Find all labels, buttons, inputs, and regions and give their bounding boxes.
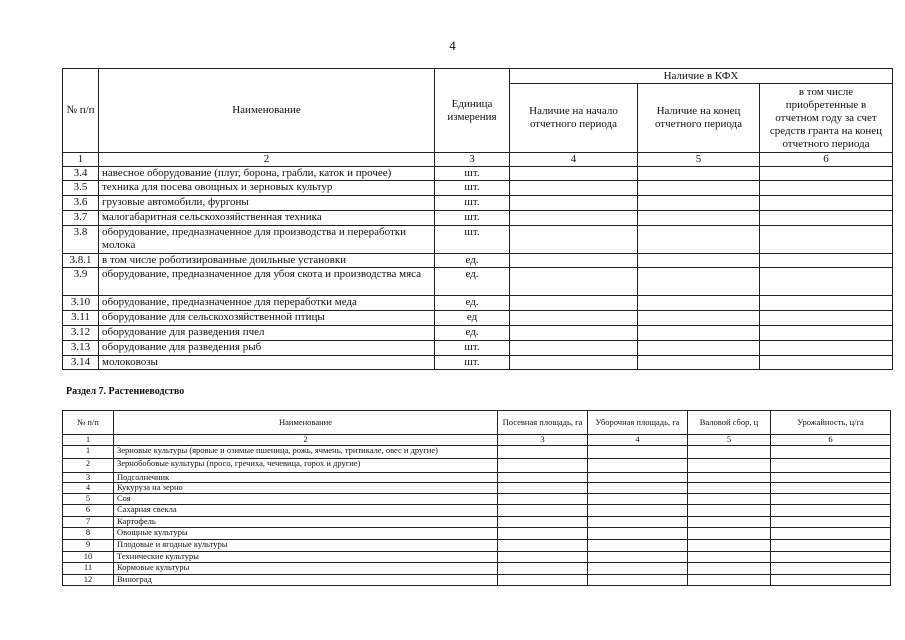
value-cell-grant (760, 167, 893, 181)
value-cell-grant (760, 356, 893, 370)
table-row (63, 167, 893, 181)
value-cell-end (638, 196, 760, 211)
value-cell-start (510, 196, 638, 211)
table-row (63, 445, 891, 458)
table-row (63, 563, 891, 575)
row-number: 3.12 (63, 326, 99, 341)
value-cell-grant (760, 311, 893, 326)
row-number: 3.11 (63, 311, 99, 326)
col-number: 5 (688, 435, 771, 446)
table-row (63, 311, 893, 326)
header-gross: Валовой сбор, ц (688, 411, 771, 435)
value-cell-gross (688, 540, 771, 552)
value-cell-harvest (588, 505, 688, 517)
table-row (63, 268, 893, 296)
value-cell-harvest (588, 540, 688, 552)
value-cell-end (638, 326, 760, 341)
row-unit: ед. (435, 296, 510, 311)
value-cell-grant (760, 326, 893, 341)
col-number: 4 (510, 153, 638, 167)
row-name: Кормовые культуры (114, 563, 498, 575)
row-name: Технические культуры (114, 552, 498, 563)
value-cell-harvest (588, 472, 688, 483)
header-start: Наличие на начало отчетного периода (510, 84, 638, 153)
value-cell-grant (760, 211, 893, 226)
table-row (63, 356, 893, 370)
row-name: Сахарная свекла (114, 505, 498, 517)
row-number: 9 (63, 540, 114, 552)
row-name: техника для посева овощных и зерновых культур (99, 181, 435, 196)
row-unit: шт. (435, 167, 510, 181)
value-cell-gross (688, 517, 771, 528)
value-cell-grant (760, 341, 893, 356)
value-cell-harvest (588, 575, 688, 586)
value-cell-gross (688, 458, 771, 472)
value-cell-grant (760, 268, 893, 296)
value-cell-start (510, 167, 638, 181)
table-row (63, 540, 891, 552)
row-name: Плодовые и ягодные культуры (114, 540, 498, 552)
value-cell-end (638, 268, 760, 296)
row-unit: ед. (435, 268, 510, 296)
value-cell-yield (771, 445, 891, 458)
row-number: 6 (63, 505, 114, 517)
col-number: 1 (63, 435, 114, 446)
row-unit: шт. (435, 356, 510, 370)
row-number: 5 (63, 494, 114, 505)
value-cell-yield (771, 494, 891, 505)
col-number: 1 (63, 153, 99, 167)
table-row (63, 494, 891, 505)
value-cell-end (638, 211, 760, 226)
row-name: оборудование для сельскохозяйственной птицы (99, 311, 435, 326)
value-cell-gross (688, 563, 771, 575)
header-group: Наличие в КФХ (510, 69, 893, 84)
value-cell-yield (771, 563, 891, 575)
row-number: 10 (63, 552, 114, 563)
value-cell-grant (760, 296, 893, 311)
row-name: Зернобобовые культуры (просо, гречиха, чечевица, горох и другие) (114, 458, 498, 472)
value-cell-start (510, 296, 638, 311)
value-cell-end (638, 341, 760, 356)
row-number: 3.7 (63, 211, 99, 226)
col-number: 3 (435, 153, 510, 167)
value-cell-start (510, 254, 638, 268)
value-cell-yield (771, 483, 891, 494)
header-end: Наличие на конец отчетного периода (638, 84, 760, 153)
table-row (63, 326, 893, 341)
table-row (63, 517, 891, 528)
value-cell-yield (771, 575, 891, 586)
row-number: 3.5 (63, 181, 99, 196)
value-cell-end (638, 181, 760, 196)
row-unit: шт. (435, 226, 510, 254)
table-row (63, 341, 893, 356)
value-cell-sown (498, 575, 588, 586)
value-cell-start (510, 268, 638, 296)
row-number: 12 (63, 575, 114, 586)
col-number: 4 (588, 435, 688, 446)
value-cell-start (510, 211, 638, 226)
row-number: 3.8.1 (63, 254, 99, 268)
table-row (63, 254, 893, 268)
value-cell-start (510, 226, 638, 254)
col-number: 5 (638, 153, 760, 167)
value-cell-yield (771, 458, 891, 472)
row-number: 1 (63, 445, 114, 458)
header-name: Наименование (99, 69, 435, 153)
value-cell-start (510, 356, 638, 370)
table-row (63, 528, 891, 540)
value-cell-sown (498, 472, 588, 483)
row-unit: ед. (435, 326, 510, 341)
row-unit: шт. (435, 211, 510, 226)
row-name: в том числе роботизированные доильные установки (99, 254, 435, 268)
row-number: 3.10 (63, 296, 99, 311)
value-cell-yield (771, 505, 891, 517)
value-cell-end (638, 356, 760, 370)
row-number: 3.9 (63, 268, 99, 296)
row-number: 3.6 (63, 196, 99, 211)
value-cell-yield (771, 517, 891, 528)
table-row (63, 181, 893, 196)
row-name: оборудование для разведения рыб (99, 341, 435, 356)
value-cell-yield (771, 528, 891, 540)
value-cell-yield (771, 472, 891, 483)
value-cell-grant (760, 226, 893, 254)
value-cell-harvest (588, 528, 688, 540)
header-name: Наименование (114, 411, 498, 435)
row-number: 2 (63, 458, 114, 472)
row-name: оборудование, предназначенное для производства и переработки молока (99, 226, 435, 254)
row-name: Виноград (114, 575, 498, 586)
value-cell-sown (498, 563, 588, 575)
row-number: 3 (63, 472, 114, 483)
row-unit: ед (435, 311, 510, 326)
row-number: 3.8 (63, 226, 99, 254)
row-name: Овощные культуры (114, 528, 498, 540)
row-name: оборудование, предназначенное для убоя скота и производства мяса (99, 268, 435, 296)
value-cell-harvest (588, 563, 688, 575)
value-cell-sown (498, 494, 588, 505)
value-cell-end (638, 254, 760, 268)
value-cell-harvest (588, 445, 688, 458)
table-row (63, 226, 893, 254)
value-cell-harvest (588, 517, 688, 528)
value-cell-gross (688, 472, 771, 483)
value-cell-start (510, 341, 638, 356)
value-cell-grant (760, 181, 893, 196)
table-row (63, 211, 893, 226)
value-cell-gross (688, 552, 771, 563)
row-name: оборудование для разведения пчел (99, 326, 435, 341)
value-cell-yield (771, 540, 891, 552)
equipment-table (62, 68, 893, 370)
header-grant: в том числе приобретенные в отчетном году за счет средств гранта на конец отчетного периода (760, 84, 893, 153)
value-cell-harvest (588, 458, 688, 472)
row-name: Соя (114, 494, 498, 505)
row-number: 7 (63, 517, 114, 528)
header-num: № п/п (63, 69, 99, 153)
row-number: 4 (63, 483, 114, 494)
value-cell-end (638, 296, 760, 311)
section-title: Раздел 7. Растениеводство (66, 386, 185, 397)
table-row (63, 575, 891, 586)
value-cell-gross (688, 483, 771, 494)
row-number: 11 (63, 563, 114, 575)
table-row (63, 483, 891, 494)
row-name: навесное оборудование (плуг, борона, грабли, каток и прочее) (99, 167, 435, 181)
row-number: 3.4 (63, 167, 99, 181)
col-number: 3 (498, 435, 588, 446)
header-unit: Единица измерения (435, 69, 510, 153)
table-row (63, 196, 893, 211)
value-cell-sown (498, 540, 588, 552)
row-unit: шт. (435, 196, 510, 211)
row-unit: ед. (435, 254, 510, 268)
value-cell-grant (760, 196, 893, 211)
value-cell-sown (498, 445, 588, 458)
row-name: молоковозы (99, 356, 435, 370)
row-name: грузовые автомобили, фургоны (99, 196, 435, 211)
value-cell-sown (498, 517, 588, 528)
column-numbers-row (63, 153, 893, 167)
table-row (63, 458, 891, 472)
row-name: оборудование, предназначенное для переработки меда (99, 296, 435, 311)
row-name: Картофель (114, 517, 498, 528)
value-cell-start (510, 326, 638, 341)
table-row (63, 505, 891, 517)
value-cell-sown (498, 505, 588, 517)
row-name: Подсолнечник (114, 472, 498, 483)
row-number: 3.13 (63, 341, 99, 356)
row-unit: шт. (435, 341, 510, 356)
value-cell-sown (498, 458, 588, 472)
table-row (63, 552, 891, 563)
row-number: 8 (63, 528, 114, 540)
col-number: 2 (114, 435, 498, 446)
crop-table (62, 410, 891, 586)
header-num: № п/п (63, 411, 114, 435)
value-cell-grant (760, 254, 893, 268)
value-cell-gross (688, 494, 771, 505)
row-name: малогабаритная сельскохозяйственная техника (99, 211, 435, 226)
row-unit: шт. (435, 181, 510, 196)
row-name: Кукуруза на зерно (114, 483, 498, 494)
row-name: Зерновые культуры (яровые и озимые пшеница, рожь, ячмень, тритикале, овес и другие) (114, 445, 498, 458)
value-cell-start (510, 311, 638, 326)
value-cell-gross (688, 575, 771, 586)
value-cell-harvest (588, 483, 688, 494)
value-cell-yield (771, 552, 891, 563)
header-harvest: Уборочная площадь, га (588, 411, 688, 435)
value-cell-gross (688, 528, 771, 540)
value-cell-gross (688, 505, 771, 517)
header-sown: Посевная площадь, га (498, 411, 588, 435)
row-number: 3.14 (63, 356, 99, 370)
table-row (63, 472, 891, 483)
column-numbers-row (63, 435, 891, 446)
col-number: 6 (771, 435, 891, 446)
col-number: 2 (99, 153, 435, 167)
value-cell-sown (498, 552, 588, 563)
value-cell-gross (688, 445, 771, 458)
table-row (63, 296, 893, 311)
value-cell-end (638, 311, 760, 326)
value-cell-end (638, 226, 760, 254)
header-yield: Урожайность, ц/га (771, 411, 891, 435)
page-number: 4 (449, 38, 456, 53)
value-cell-end (638, 167, 760, 181)
value-cell-sown (498, 483, 588, 494)
col-number: 6 (760, 153, 893, 167)
value-cell-harvest (588, 494, 688, 505)
value-cell-sown (498, 528, 588, 540)
value-cell-start (510, 181, 638, 196)
value-cell-harvest (588, 552, 688, 563)
